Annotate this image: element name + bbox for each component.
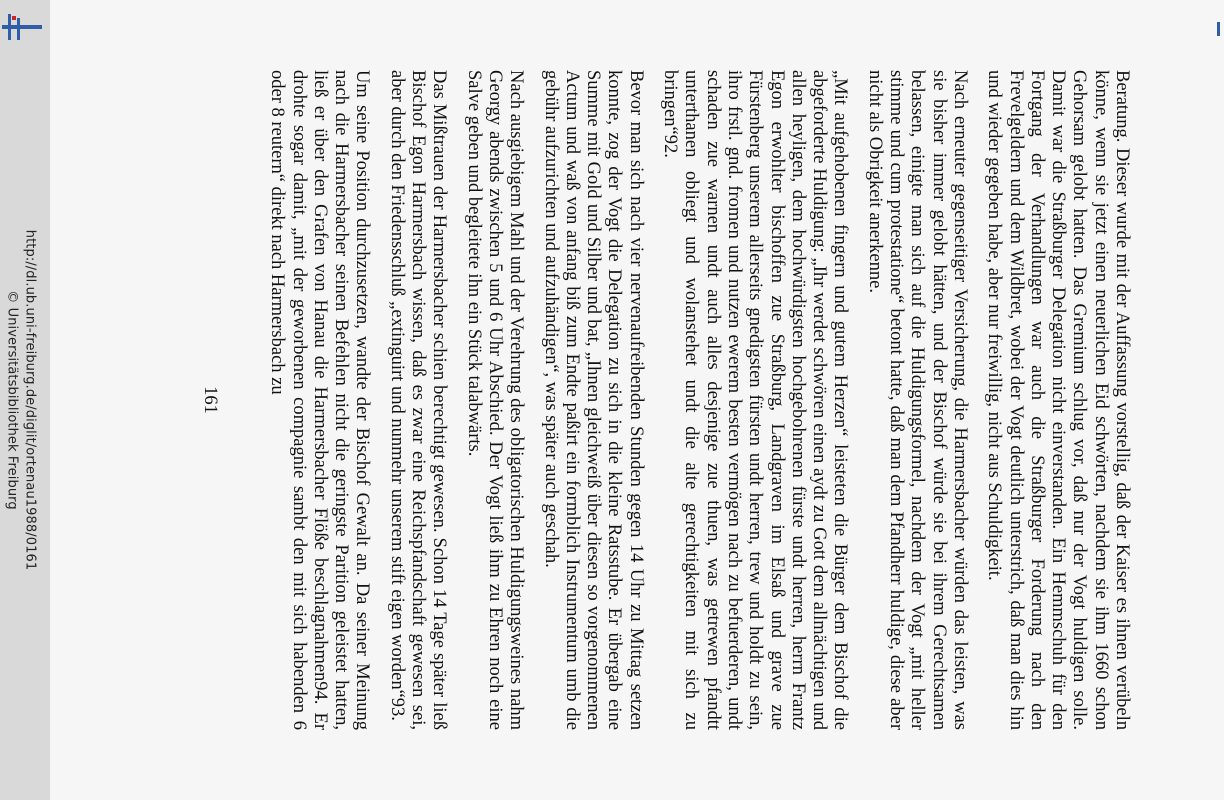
paragraph: Das Mißtrauen der Harmersbacher schien berechtigt gewesen. Schon 14 Tage später ließ Bischof Egon Harmersbach wissen, daß es zwar eine Reichspfandschaft gewesen sei, aber durch den Friedensschluß „extinguirt und nunmehr unserem stift eigen worden“93. (386, 70, 450, 730)
paragraph: Um seine Position durchzusetzen, wandte der Bischof Gewalt an. Da seiner Meinung nach die Harmersbacher seinen Befehlen nicht die geringste Parition geleistet hatten, ließ er über den Grafen von Hanau die Harmersbacher Flöße beschlagnahmen94. Er drohte sogar damit, „mit der geworbenen compagnie sambt den mit sich habenden 6 oder 8 reutern“ direkt nach Harmersbach zu (267, 70, 373, 730)
page-edge-marker (1217, 22, 1220, 36)
library-logo-icon (2, 14, 42, 40)
rotated-document-page (184, 70, 1132, 730)
viewer-side-strip (0, 0, 51, 800)
paragraph: „Mit aufgehobenen fingern und gutem Herzen“ leisteten die Bürger dem Bischof die abgeforderte Huldigung: „Ihr werdet schwören einen aydt zu Gott dem allmächtigen und allen heyligen, dem hochwürdigsten hochgebohrenen fürste undt herren, herrn Frantz Egon erwohlter bischoffen zue Straßburg, Landgraven im Elsaß und grave zue Fürstenberg unserem allerseits gnedigsten fürsten undt herren, trew und holdt zu sein, ihro frstl. gnd. fromen und nutzen ewerem besten vermögen nach zu befuerderen, undt schaden zue warnen undt auch alles desjenige zue thuen, was getrewen pfandtt unterthanen obliegt und wolanstehet undt die alte gerechtigkeiten mit sich zu bringen“92. (660, 70, 851, 730)
page-number: 161 (200, 386, 220, 414)
paragraph: Nach erneuter gegenseitiger Versicherung, die Harmersbacher würden das leisten, was sie bisher immer gelobt hätten, und der Bischof würde sie bei ihrem Gerechtsamen belassen, einigte man sich auf die Huldigungsformel, nachdem der Vogt „mit heller stimme und cum protestatione“ betont hatte, daß man dem Pfandherr huldige, diese aber nicht als Obrigkeit anerkenne. (864, 70, 970, 730)
paragraph: Bevor man sich nach vier nervenaufreibenden Stunden gegen 14 Uhr zu Mittag setzen konnte, zog der Vogt die Delegation zu sich in die kleine Ratsstube. Er übergab eine Summe mit Gold und Silber und bat, „Ihnen gleichweiß über diesen so vorgenommenen Actum und waß von anfang biß zum Endte paßirt ein formblich Instrumentum umb die gebühr aufzurichten und aufzuhändigen“, was später auch geschah. (540, 70, 646, 730)
source-url: http://dl.ub.uni-freiburg.de/diglit/ortenau1988/0161 (22, 229, 38, 571)
paragraph: Nach ausgiebigem Mahl und der Verehrung des obligatorischen Huldigungsweines nahm Georgy abends zwischen 5 und 6 Uhr Abschied. Der Vogt ließ ihm zu Ehren noch eine Salve geben und begleitete ihn ein Stück talabwärts. (463, 70, 527, 730)
page-body (253, 70, 1132, 730)
paragraph: Beratung. Dieser wurde mit der Auffassung vorstellig, daß der Kaiser es ihnen verübeln könne, wenn sie jetzt einen neuerlichen Eid schwörten, nachdem sie ihm 1660 schon Gehorsam gelobt hatten. Das Gremium schlug vor, daß nur der Vogt huldigen solle. Damit war die Straßburger Delegation nicht einverstanden. Ein Hemmschuh für den Fortgang der Verhandlungen war auch die Straßburger Forderung nach den Frevelgeldern und dem Wildbret, wobei der Vogt deutlich unterstrich, daß man dies hin und wieder gegeben habe, aber nur freiwillig, nicht aus Schuldigkeit. (984, 70, 1132, 730)
copyright-notice: © Universitätsbibliothek Freiburg (4, 290, 20, 510)
